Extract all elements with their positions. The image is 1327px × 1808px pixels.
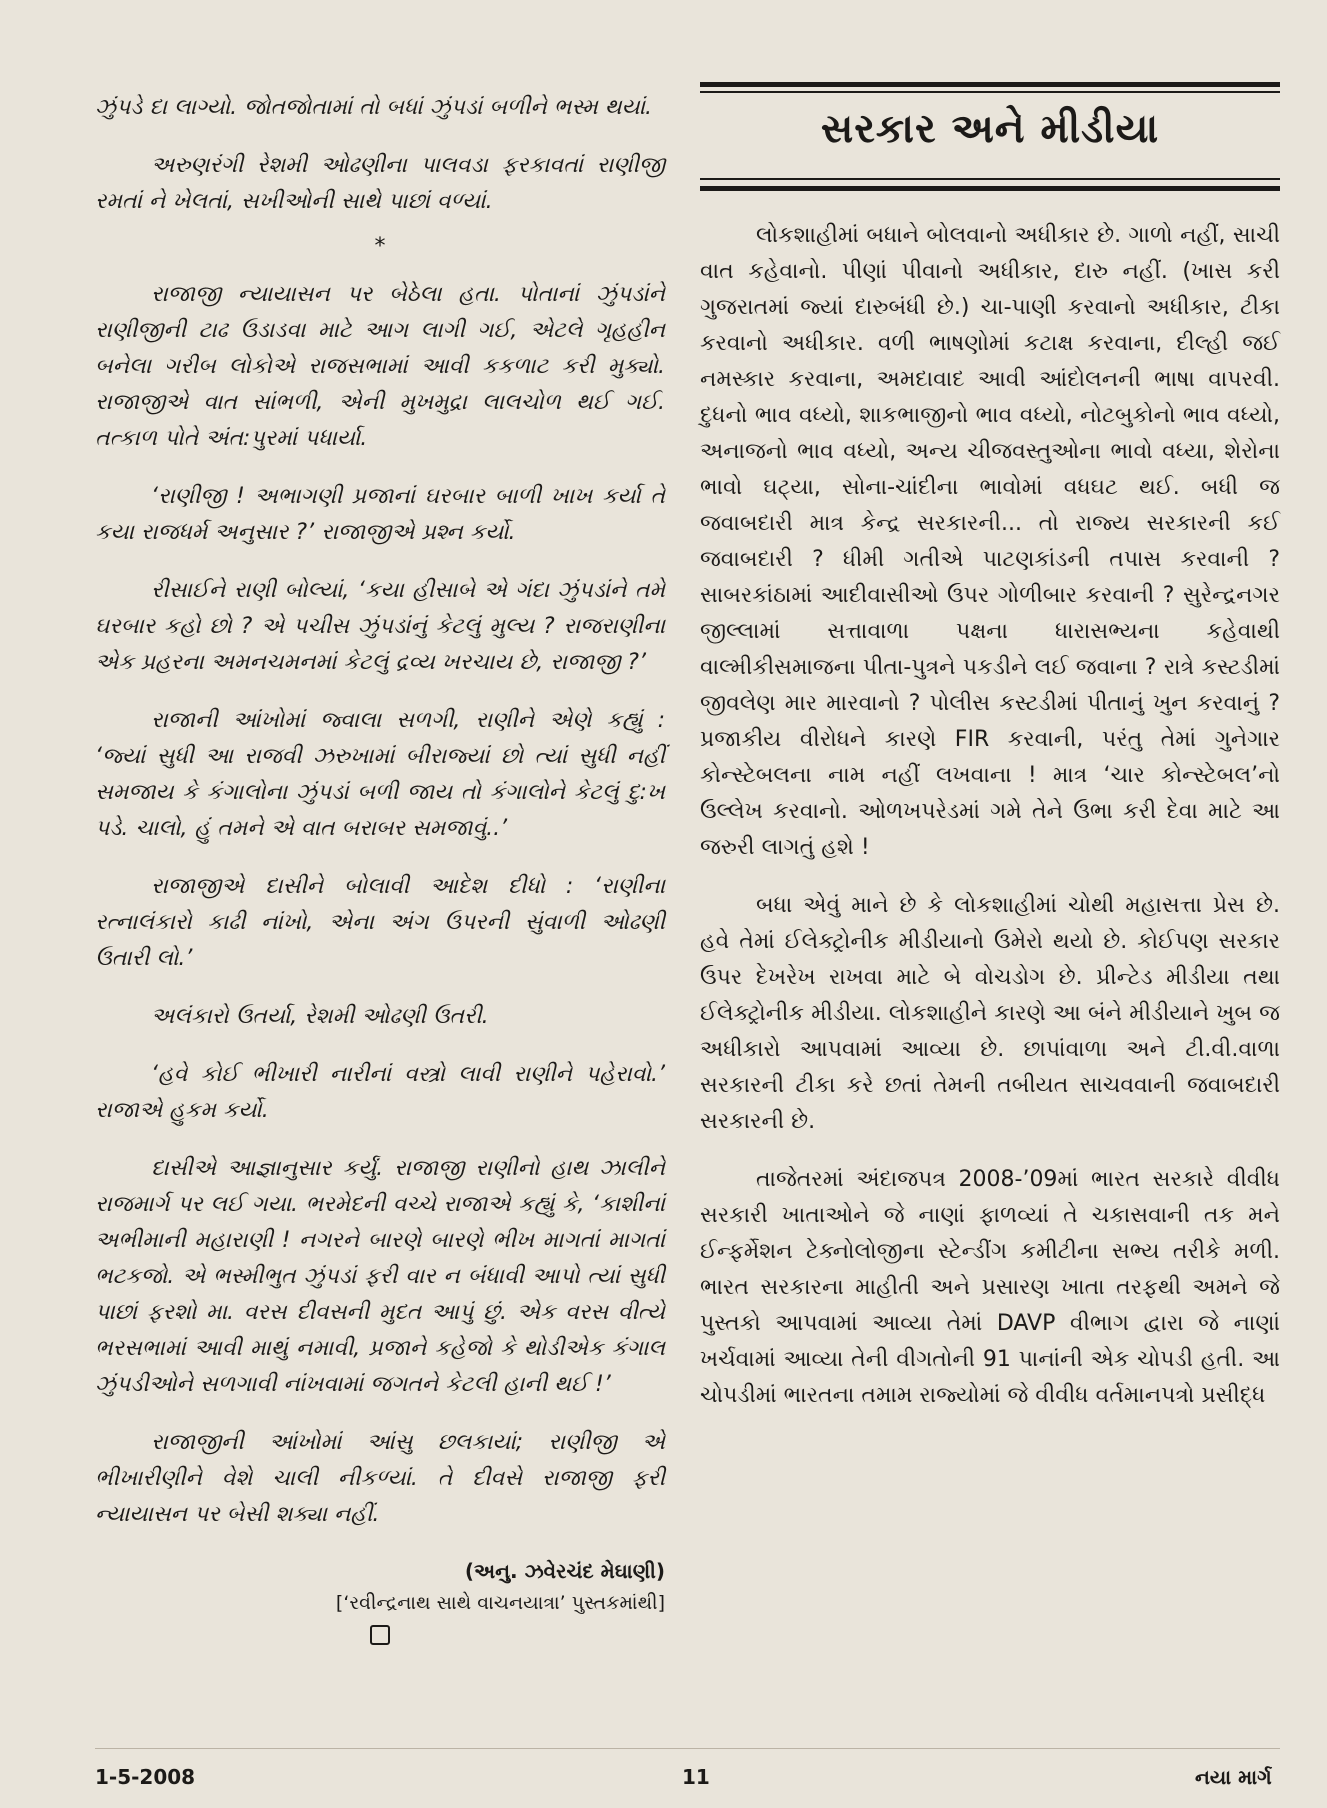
footer-divider (95, 1748, 1280, 1749)
section-separator: * (374, 234, 386, 259)
story-paragraph: ઝુંપડે દા લાગ્યો. જોતજોતામાં તો બધાં ઝુંપડાં બળીને ભસ્મ થયાં. (95, 95, 653, 120)
footer-date: 1-5-2008 (95, 1765, 196, 1789)
article-column (700, 218, 1280, 1436)
story-paragraph: રાજાજી ન્યાયાસન પર બેઠેલા હતા. પોતાનાં ઝુંપડાંને રાણીજીની ટાઢ ઉડાડવા માટે આગ લાગી ગઈ, એટલે ગૃહહીન બનેલા ગરીબ લોકોએ રાજસભામાં આવી કકળાટ કરી મુક્યો. રાજાજીએ વાત સાંભળી, એની મુખમુદ્રા લાલચોળ થઈ ગઈ. તત્કાળ પોતે અંત:પુરમાં પધાર્યા. (95, 282, 665, 451)
article-header (700, 78, 1280, 196)
article-paragraph: તાજેતરમાં અંદાજપત્ર 2008-’09માં ભારત સરકારે વીવીધ સરકારી ખાતાઓને જે નાણાં ફાળવ્યાં તે ચકાસવાની તક મને ઈન્ફર્મેશન ટેક્નોલોજીના સ્ટેન્ડીંગ કમીટીના સભ્ય તરીકે મળી. ભારત સરકારના માહીતી અને પ્રસારણ ખાતા તરફથી અમને જે પુસ્તકો આપવામાં આવ્યા તેમાં DAVP વીભાગ દ્વારા જે નાણાં ખર્ચવામાં આવ્યા તેની વીગતોની 91 પાનાંની એક ચોપડી હતી. આ ચોપડીમાં ભારતના તમામ રાજ્યોમાં જે વીવીધ વર્તમાનપત્રો પ્રસીદ્ધ (700, 1167, 1280, 1408)
story-paragraph: રીસાઈને રાણી બોલ્યાં, ‘કયા હીસાબે એ ગંદા ઝુંપડાંને તમે ઘરબાર કહો છો ? એ પચીસ ઝુંપડાંનું કેટલું મુલ્ય ? રાજરાણીના એક પ્રહરના અમનચમનમાં કેટલું દ્રવ્ય ખરચાય છે, રાજાજી ?’ (95, 578, 665, 675)
title-rule-top-thin (700, 91, 1280, 93)
story-paragraph: અરુણરંગી રેશમી ઓઢણીના પાલવડા ફરકાવતાં રાણીજી રમતાં ને ખેલતાં, સખીઓની સાથે પાછાં વળ્યાં. (95, 153, 665, 214)
story-paragraph: રાજાજીએ દાસીને બોલાવી આદેશ દીધો : ‘રાણીના રત્નાલંકારો કાઢી નાંખો, એના અંગ ઉપરની સુંવાળી ઓઢણી ઉતારી લો.’ (95, 874, 665, 971)
story-paragraph: રાજાની આંખોમાં જ્વાલા સળગી, રાણીને એણે કહ્યું : ‘જ્યાં સુધી આ રાજવી ઝરુખામાં બીરાજ્યાં છો ત્યાં સુધી નહીં સમજાય કે કંગાલોના ઝુંપડાં બળી જાય તો કંગાલોને કેટલું દુ:ખ પડે. ચાલો, હું તમને એ વાત બરાબર સમજાવું..’ (95, 708, 665, 841)
magazine-name: નયા માર્ગ (1195, 1765, 1272, 1789)
end-mark-icon (370, 1625, 390, 1645)
title-rule-top (700, 82, 1280, 87)
story-paragraph: ‘હવે કોઈ ભીખારી નારીનાં વસ્ત્રો લાવી રાણીને પહેરાવો.’ રાજાએ હુકમ કર્યો. (95, 1062, 665, 1123)
story-paragraph: અલંકારો ઉતર્યા, રેશમી ઓઢણી ઉતરી. (151, 1004, 489, 1029)
article-title: સરકાર અને મીડીયા (820, 106, 1160, 152)
source-credit: [‘રવીન્દ્રનાથ સાથે વાચનયાત્રા’ પુસ્તકમાંથી] (335, 1592, 665, 1614)
story-paragraph: દાસીએ આજ્ઞાનુસાર કર્યું. રાજાજી રાણીનો હાથ ઝાલીને રાજમાર્ગ પર લઈ ગયા. ભરમેદની વચ્ચે રાજાએ કહ્યું કે, ‘કાશીનાં અભીમાની મહારાણી ! નગરને બારણે બારણે ભીખ માગતાં માગતાં ભટકજો. એ ભસ્મીભુત ઝુંપડાં ફરી વાર ન બંધાવી આપો ત્યાં સુધી પાછાં ફરશો મા. વરસ દીવસની મુદત આપું છું. એક વરસ વીત્યે ભરસભામાં આવી માથું નમાવી, પ્રજાને કહેજો કે થોડીએક કંગાલ ઝુંપડીઓને સળગાવી નાંખવામાં જગતને કેટલી હાની થઈ !’ (95, 1156, 665, 1397)
article-paragraph: બધા એવું માને છે કે લોકશાહીમાં ચોથી મહાસત્તા પ્રેસ છે. હવે તેમાં ઈલેક્ટ્રોનીક મીડીયાનો ઉમેરો થયો છે. કોઈપણ સરકાર ઉપર દેખરેખ રાખવા માટે બે વોચડોગ છે. પ્રીન્ટેડ મીડીયા તથા ઈલેક્ટ્રોનીક મીડીયા. લોકશાહીને કારણે આ બંને મીડીયાને ખુબ જ અધીકારો આપવામાં આવ્યા છે. છાપાંવાળા અને ટી.વી.વાળા સરકારની ટીકા કરે છતાં તેમની તબીયત સાચવવાની જવાબદારી સરકારની છે. (700, 893, 1280, 1134)
article-paragraph: લોકશાહીમાં બધાને બોલવાનો અધીકાર છે. ગાળો નહીં, સાચી વાત કહેવાનો. પીણાં પીવાનો અધીકાર, દારુ નહીં. (ખાસ કરી ગુજરાતમાં જ્યાં દારુબંધી છે.) ચા-પાણી કરવાનો અધીકાર, ટીકા કરવાનો અધીકાર. વળી ભાષણોમાં કટાક્ષ કરવાના, દીલ્હી જઈ નમસ્કાર કરવાના, અમદાવાદ આવી આંદોલનની ભાષા વાપરવી. દુધનો ભાવ વધ્યો, શાકભાજીનો ભાવ વધ્યો, નોટબુકોનો ભાવ વધ્યો, અનાજનો ભાવ વધ્યો, અન્ય ચીજવસ્તુઓના ભાવો વધ્યા, શેરોના ભાવો ઘટ્યા, સોના-ચાંદીના ભાવોમાં વધઘટ થઈ. બધી જ જવાબદારી માત્ર કેન્દ્ર સરકારની... તો રાજ્ય સરકારની કઈ જવાબદારી ? ધીમી ગતીએ પાટણકાંડની તપાસ કરવાની ? સાબરકાંઠામાં આદીવાસીઓ ઉપર ગોળીબાર કરવાની ? સુરેન્દ્રનગર જીલ્લામાં સત્તાવાળા પક્ષના ધારાસભ્યના કહેવાથી વાલ્મીકીસમાજના પીતા-પુત્રને પકડીને લઈ જવાના ? રાત્રે કસ્ટડીમાં જીવલેણ માર મારવાનો ? પોલીસ કસ્ટડીમાં પીતાનું ખુન કરવાનું ? પ્રજાકીય વીરોધને કારણે FIR કરવાની, પરંતુ તેમાં ગુનેગાર કોન્સ્ટેબલના નામ નહીં લખવાના ! માત્ર ‘ચાર કોન્સ્ટેબલ’નો ઉલ્લેખ કરવાનો. ઓળખપરેડમાં ગમે તેને ઉભા કરી દેવા માટે આ જરુરી લાગતું હશે ! (700, 223, 1280, 860)
story-paragraph: રાજાજીની આંખોમાં આંસુ છલકાયાં; રાણીજી એ ભીખારીણીને વેશે ચાલી નીકળ્યાં. તે દીવસે રાજાજી ફરી ન્યાયાસન પર બેસી શક્યા નહીં. (95, 1430, 665, 1527)
story-column (95, 90, 665, 1645)
title-rule-bottom-thin (700, 178, 1280, 180)
story-paragraph: ‘રાણીજી ! અભાગણી પ્રજાનાં ઘરબાર બાળી ખાખ કર્યા તે કયા રાજધર્મ અનુસાર ?’ રાજાજીએ પ્રશ્ન કર્યો. (95, 484, 665, 545)
title-rule-bottom (700, 186, 1280, 191)
page-number: 11 (682, 1765, 710, 1789)
translator-credit: (અનુ. ઝવેરચંદ મેઘાણી) (464, 1559, 665, 1583)
